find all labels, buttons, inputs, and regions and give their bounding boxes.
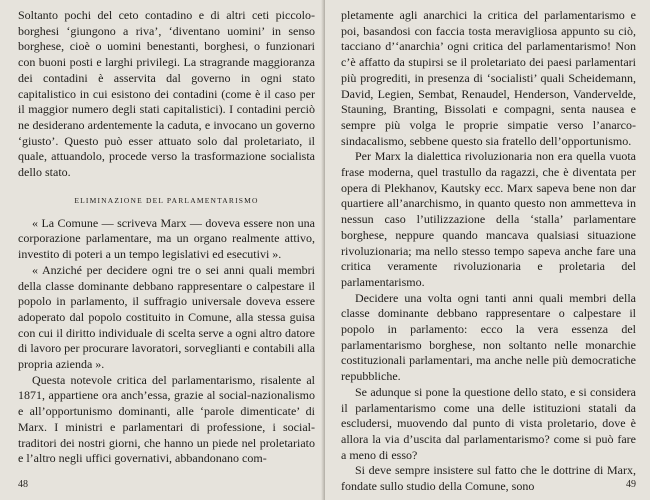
right-paragraph-1: pletamente agli anarchici la critica del parlamentarismo e poi, basandosi con faccia tosta meravigliosa appunto su ciò, tacciano d’‘anarchia’ ogni critica del parlamentarismo! Non c’è affatto da stupirsi se il proletariato dei paesi parlamentari più progrediti, in presenza di ‘socialisti’ quali Scheidemann, David, Legien, Sembat, Renaudel, Henderson, Vandervelde, Stauning, Branting, Bissolati e compagni, senta nausea e sempre più volga le proprie simpatie verso l’anarco-sindacalismo, sebbene questo sia fratello dell’opportunismo. xyxy=(341,8,636,148)
page-number-right: 49 xyxy=(626,479,636,490)
left-paragraph-2: « La Comune — scriveva Marx — doveva essere non una corporazione parlamentare, ma un organo realmente attivo, investito di poteri a un tempo legislativi ed esecutivi ». xyxy=(18,215,315,262)
right-paragraph-2: Per Marx la dialettica rivoluzionaria non era quella vuota frase moderna, quel trastullo da ragazzi, che è diventata per opera di Plekhanov, Kautsky ecc. Marx sapeva bene non dar quartiere all’anarchismo, in quanto questo non ammetteva in nessun caso l’utilizzazione della ‘stalla’ parlamentare borghese, neppure quando mancava qualsiasi situazione rivoluzionaria; ma nello stesso tempo sapeva anche fare una critica veramente rivoluzionaria e proletaria del parlamentarismo. xyxy=(341,149,636,289)
page-number-left: 48 xyxy=(18,479,28,490)
left-paragraph-1: Soltanto pochi del ceto contadino e di altri ceti piccolo-borghesi ‘giungono a riva’, ‘diventano uomini’ in senso borghese, cioè o uomini benestanti, borghesi, o funzionari con buoni posti e larghi privilegi. La stragrande maggioranza dei contadini è asservita dal governo in ogni stato capitalistico in cui esistono dei contadini (come è il caso per il maggior numero degli stati capitalistici). I contadini perciò ne desiderano ardentemente la caduta, e invocano un governo ‘giusto’. Questo può esser attuato solo dal proletariato, il quale, attuandolo, procede verso la trasformazione socialista dello stato. xyxy=(18,8,315,180)
left-paragraph-3: « Anziché per decidere ogni tre o sei anni quali membri della classe dominante debbano rappresentare o calpestare il popolo in parlamento, il suffragio universale doveva essere adoperato dal popolo costituito in Comune, alla stessa guisa con cui il diritto individuale di scelta serve a ogni altro datore di lavoro per procurare lavoratori, sorveglianti e contabili alla propria azienda ». xyxy=(18,262,315,372)
right-paragraph-4: Se adunque si pone la questione dello stato, e si considera il parlamentarismo come una delle istituzioni statali da escludersi, muovendo dal punto di vista proletario, dove è allora la via d’uscita dal parlamentarismo? come si può fare a meno di esso? xyxy=(341,384,636,462)
right-paragraph-3: Decidere una volta ogni tanti anni quali membri della classe dominante debbano rappresentare o calpestare il popolo in parlamento: ecco la vera essenza del parlamentarismo borghese, non soltanto nelle monarchie costituzionali parlamentari, ma anche nelle più democratiche repubbliche. xyxy=(341,290,636,384)
right-page xyxy=(325,0,650,500)
right-paragraph-5: Si deve sempre insistere sul fatto che le dottrine di Marx, fondate sullo studio della Comune, sono xyxy=(341,463,636,494)
section-heading: ELIMINAZIONE DEL PARLAMENTARISMO xyxy=(74,195,259,205)
left-paragraph-4: Questa notevole critica del parlamentarismo, risalente al 1871, appartiene ora anch’essa, grazie al social-nazionalismo e all’opportunismo dominanti, alle ‘parole dimenticate’ di Marx. I ministri e parlamentari di professione, i social-traditori dei nostri giorni, che hanno un piede nel proletariato e l’altro negli uffici governativi, abbandonano com- xyxy=(18,372,315,466)
